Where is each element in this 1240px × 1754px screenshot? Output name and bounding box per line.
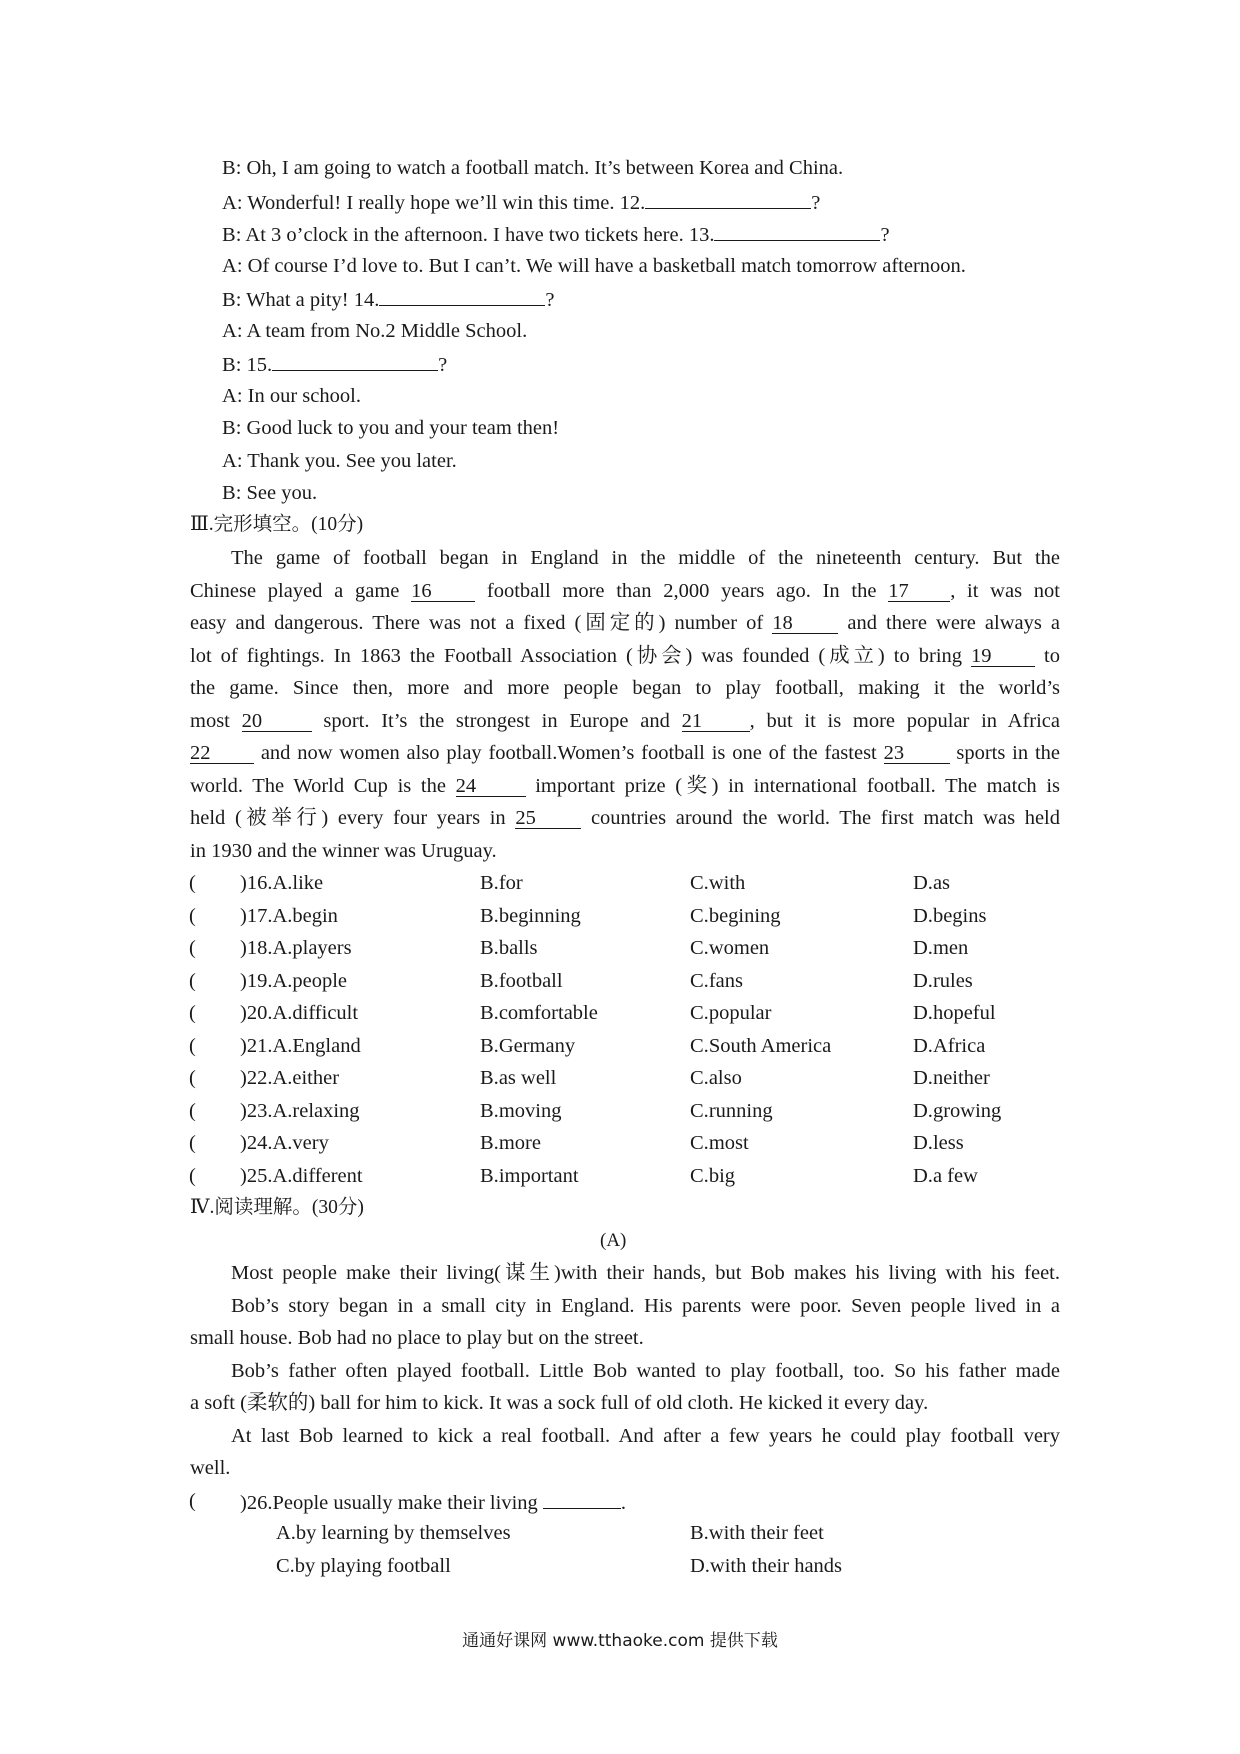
cloze-line: most 20 sport. It’s the strongest in Europe and 21 , but it is more popular in Africa [190, 710, 1060, 732]
answer-paren[interactable]: ( [189, 872, 196, 894]
section-4-title: Ⅳ.阅读理解。(30分) [190, 1197, 364, 1218]
option-d[interactable]: D.as [913, 872, 951, 894]
cloze-blank[interactable]: 22 [190, 743, 254, 764]
answer-blank[interactable] [379, 285, 545, 306]
option-c[interactable]: C.most [690, 1132, 749, 1154]
cloze-line: The game of football began in England in the middle of the nineteenth century. But the [231, 547, 1060, 569]
option-c[interactable]: C.running [690, 1100, 773, 1122]
question-row: ( )21.A.England B.Germany C.South America D.Africa [189, 1035, 986, 1057]
option-d[interactable]: D.men [913, 937, 969, 959]
option-b[interactable]: B.important [480, 1165, 579, 1187]
dialogue-line: A: Of course I’d love to. But I can’t. We will have a basketball match tomorrow afternoon. [222, 255, 966, 277]
option-b[interactable]: B.for [480, 872, 523, 894]
cloze-line: lot of fightings. In 1863 the Football Association (协会) was founded (成立) to bring 19 to [190, 645, 1060, 667]
question-row: ( )23.A.relaxing B.moving C.running D.growing [189, 1100, 1002, 1122]
answer-paren[interactable]: ( [189, 1132, 196, 1154]
option-c[interactable]: C.with [690, 872, 746, 894]
option-d[interactable]: D.Africa [913, 1035, 986, 1057]
option-b[interactable]: B.comfortable [480, 1002, 598, 1024]
answer-paren[interactable]: ( [189, 1002, 196, 1024]
answer-paren[interactable]: ( [189, 905, 196, 927]
answer-paren[interactable]: ( [189, 1067, 196, 1089]
option-c[interactable]: C.by playing football [276, 1555, 451, 1577]
dialogue-line: B: See you. [222, 482, 318, 504]
passage-label: (A) [600, 1230, 627, 1251]
answer-paren[interactable]: ( [189, 1165, 196, 1187]
cloze-blank[interactable]: 24 [456, 776, 526, 797]
dialogue-line: B: 15. ? [222, 350, 447, 378]
option-c[interactable]: C.South America [690, 1035, 832, 1057]
cloze-blank[interactable]: 25 [515, 808, 581, 829]
dialogue-line: B: Oh, I am going to watch a football match. It’s between Korea and China. [222, 157, 844, 179]
paragraph-line: At last Bob learned to kick a real football. And after a few years he could play football very [231, 1425, 1060, 1447]
option-d[interactable]: D.a few [913, 1165, 978, 1187]
option-b[interactable]: B.balls [480, 937, 538, 959]
cloze-blank[interactable]: 23 [884, 743, 950, 764]
answer-blank[interactable] [543, 1488, 621, 1509]
question-row: ( )19.A.people B.football C.fans D.rules [189, 970, 973, 992]
option-c[interactable]: C.women [690, 937, 770, 959]
answer-paren[interactable]: ( [189, 970, 196, 992]
dialogue-line: A: A team from No.2 Middle School. [222, 320, 528, 342]
option-b[interactable]: B.beginning [480, 905, 581, 927]
cloze-line: Chinese played a game 16 football more than 2,000 years ago. In the 17 , it was not [190, 580, 1060, 602]
question-row: ( )25.A.different B.important C.big D.a few [189, 1165, 978, 1187]
option-d[interactable]: D.less [913, 1132, 964, 1154]
cloze-blank[interactable]: 21 [682, 711, 750, 732]
answer-paren[interactable]: ( [189, 937, 196, 959]
question-row: ( )24.A.very B.more C.most D.less [189, 1132, 964, 1154]
dialogue-line: A: In our school. [222, 385, 361, 407]
option-c[interactable]: C.big [690, 1165, 736, 1187]
paragraph-line: small house. Bob had no place to play but on the street. [190, 1327, 644, 1349]
option-b[interactable]: B.more [480, 1132, 541, 1154]
cloze-blank[interactable]: 16 [411, 581, 475, 602]
option-d[interactable]: D.with their hands [690, 1555, 843, 1577]
paragraph-line: Most people make their living(谋生)with their hands, but Bob makes his living with his feet. [231, 1262, 1060, 1284]
option-b[interactable]: B.as well [480, 1067, 557, 1089]
option-d[interactable]: D.begins [913, 905, 987, 927]
paragraph-line: well. [190, 1457, 231, 1479]
dialogue-line: A: Thank you. See you later. [222, 450, 457, 472]
paragraph-line: Bob’s father often played football. Little Bob wanted to play football, too. So his father made [231, 1360, 1060, 1382]
cloze-blank[interactable]: 19 [971, 646, 1035, 667]
cloze-line: held (被举行) every four years in 25 countries around the world. The first match was held [190, 807, 1060, 829]
dialogue-line: B: What a pity! 14. ? [222, 285, 554, 313]
cloze-line: world. The World Cup is the 24 important prize (奖) in international football. The match is [190, 775, 1060, 797]
option-c[interactable]: C.begining [690, 905, 781, 927]
cloze-blank[interactable]: 17 [888, 581, 950, 602]
cloze-line: in 1930 and the winner was Uruguay. [190, 840, 497, 862]
answer-blank[interactable] [272, 350, 438, 371]
cloze-blank[interactable]: 20 [242, 711, 312, 732]
cloze-blank[interactable]: 18 [772, 613, 838, 634]
question-row: ( )16.A.like B.for C.with D.as [189, 872, 951, 894]
dialogue-line: A: Wonderful! I really hope we’ll win this time. 12. ? [222, 188, 820, 216]
answer-paren[interactable]: ( [189, 1490, 196, 1512]
question-row: ( )20.A.difficult B.comfortable C.popular D.hopeful [189, 1002, 996, 1024]
cloze-line: easy and dangerous. There was not a fixed (固定的) number of 18 and there were always a [190, 612, 1060, 634]
option-b[interactable]: B.Germany [480, 1035, 576, 1057]
option-d[interactable]: D.hopeful [913, 1002, 996, 1024]
answer-blank[interactable] [645, 188, 811, 209]
option-b[interactable]: B.football [480, 970, 563, 992]
cloze-line: 22 and now women also play football.Women’s football is one of the fastest 23 sports in the [190, 742, 1060, 764]
option-c[interactable]: C.also [690, 1067, 742, 1089]
answer-paren[interactable]: ( [189, 1100, 196, 1122]
exam-page: B: Oh, I am going to watch a football match. It’s between Korea and China. A: Wonderful! I really hope we’ll win this time. 12. ? B: At 3 o’clock in the afternoon. I have two tickets here. 13. ? A: Of course I’d love to. But I can’t. We will have a basketball match tomorrow afternoon. B: What a pity! 14. ? A: A team from No.2 Middle School. B: 15. ? A: In our school. B: Good luck to you and your team then! A: Thank you. See you later. B: See you. Ⅲ.完形填空。(10分) The game of football began in England in the middle of the nineteenth century. But the Chinese played a game 16 football more than 2,000 years ago. In the 17 , it was not easy and dangerous. There was not a fixed (固定的) number of 18 and there were always a lot of fightings. In 1863 the Football Association (协会) was founded (成立) to bring 19 to the game. Since then, more and more people began to play football, making it the world’s most 20 sport. It’s the strongest in Europe and 21 , but it is more popular in Africa 22 and now women also play football.Women’s football is one of the fastest 23 sports in the world. The World Cup is the 24 important prize (奖) in international football. The match is held (被举行) every four years in 25 countries around the world. The first match was held in 1930 and the winner was Uruguay. ( )16.A.like B.for C.with D.as ( )17.A.begin B.beginning C.begining D.begins ( )18.A.players B.balls C.women D.men ( )19.A.people B.football C.fans D.rules ( )20.A.difficult B.comfortable C.popular D.hopeful ( )21.A.England B.Germany C.South America D.Africa ( )22.A.either B.as well C.also D.neither ( )23.A.relaxing B.moving C.running D.growing ( )24.A.very B.more C.most D.less ( )25.A.different B.important C.big D.a few Ⅳ.阅读理解。(30分) (A) Most people make their living(谋生)with their hands, but Bob makes his living with his feet. Bob’s story began in a small city in England. His parents were poor. Seven people lived in a small house. Bob had no place to play but on the street. Bob’s father often played football. Little Bob wanted to play football, too. So his father made a soft (柔软的) ball for him to kick. It was a sock full of old cloth. He kicked it every day. At last Bob learned to kick a real football. And after a few years he could play football very well. ( )26.People usually make their living . A.by learning by themselves B.with their feet C.by playing football D.with their hands 通通好课网 www.tthaoke.com 提供下载 [0, 0, 1240, 1754]
question-row: ( )22.A.either B.as well C.also D.neither [189, 1067, 990, 1089]
section-3-title: Ⅲ.完形填空。(10分) [190, 514, 364, 535]
answer-paren[interactable]: ( [189, 1035, 196, 1057]
option-b[interactable]: B.moving [480, 1100, 562, 1122]
option-d[interactable]: D.rules [913, 970, 973, 992]
dialogue-line: B: Good luck to you and your team then! [222, 417, 560, 439]
dialogue-line: B: At 3 o’clock in the afternoon. I have two tickets here. 13. ? [222, 220, 890, 248]
option-d[interactable]: D.growing [913, 1100, 1002, 1122]
question-row: ( )18.A.players B.balls C.women D.men [189, 937, 969, 959]
cloze-line: the game. Since then, more and more people began to play football, making it the world’s [190, 677, 1060, 699]
paragraph-line: a soft (柔软的) ball for him to kick. It was a sock full of old cloth. He kicked it every day. [190, 1392, 929, 1414]
option-c[interactable]: C.fans [690, 970, 743, 992]
answer-blank[interactable] [714, 220, 880, 241]
paragraph-line: Bob’s story began in a small city in England. His parents were poor. Seven people lived in a [231, 1295, 1060, 1317]
footer-source: 通通好课网 www.tthaoke.com 提供下载 [462, 1631, 778, 1651]
option-c[interactable]: C.popular [690, 1002, 772, 1024]
option-d[interactable]: D.neither [913, 1067, 990, 1089]
option-b[interactable]: B.with their feet [690, 1522, 824, 1544]
option-a[interactable]: A.by learning by themselves [276, 1522, 511, 1544]
question-row: ( )17.A.begin B.beginning C.begining D.begins [189, 905, 987, 927]
